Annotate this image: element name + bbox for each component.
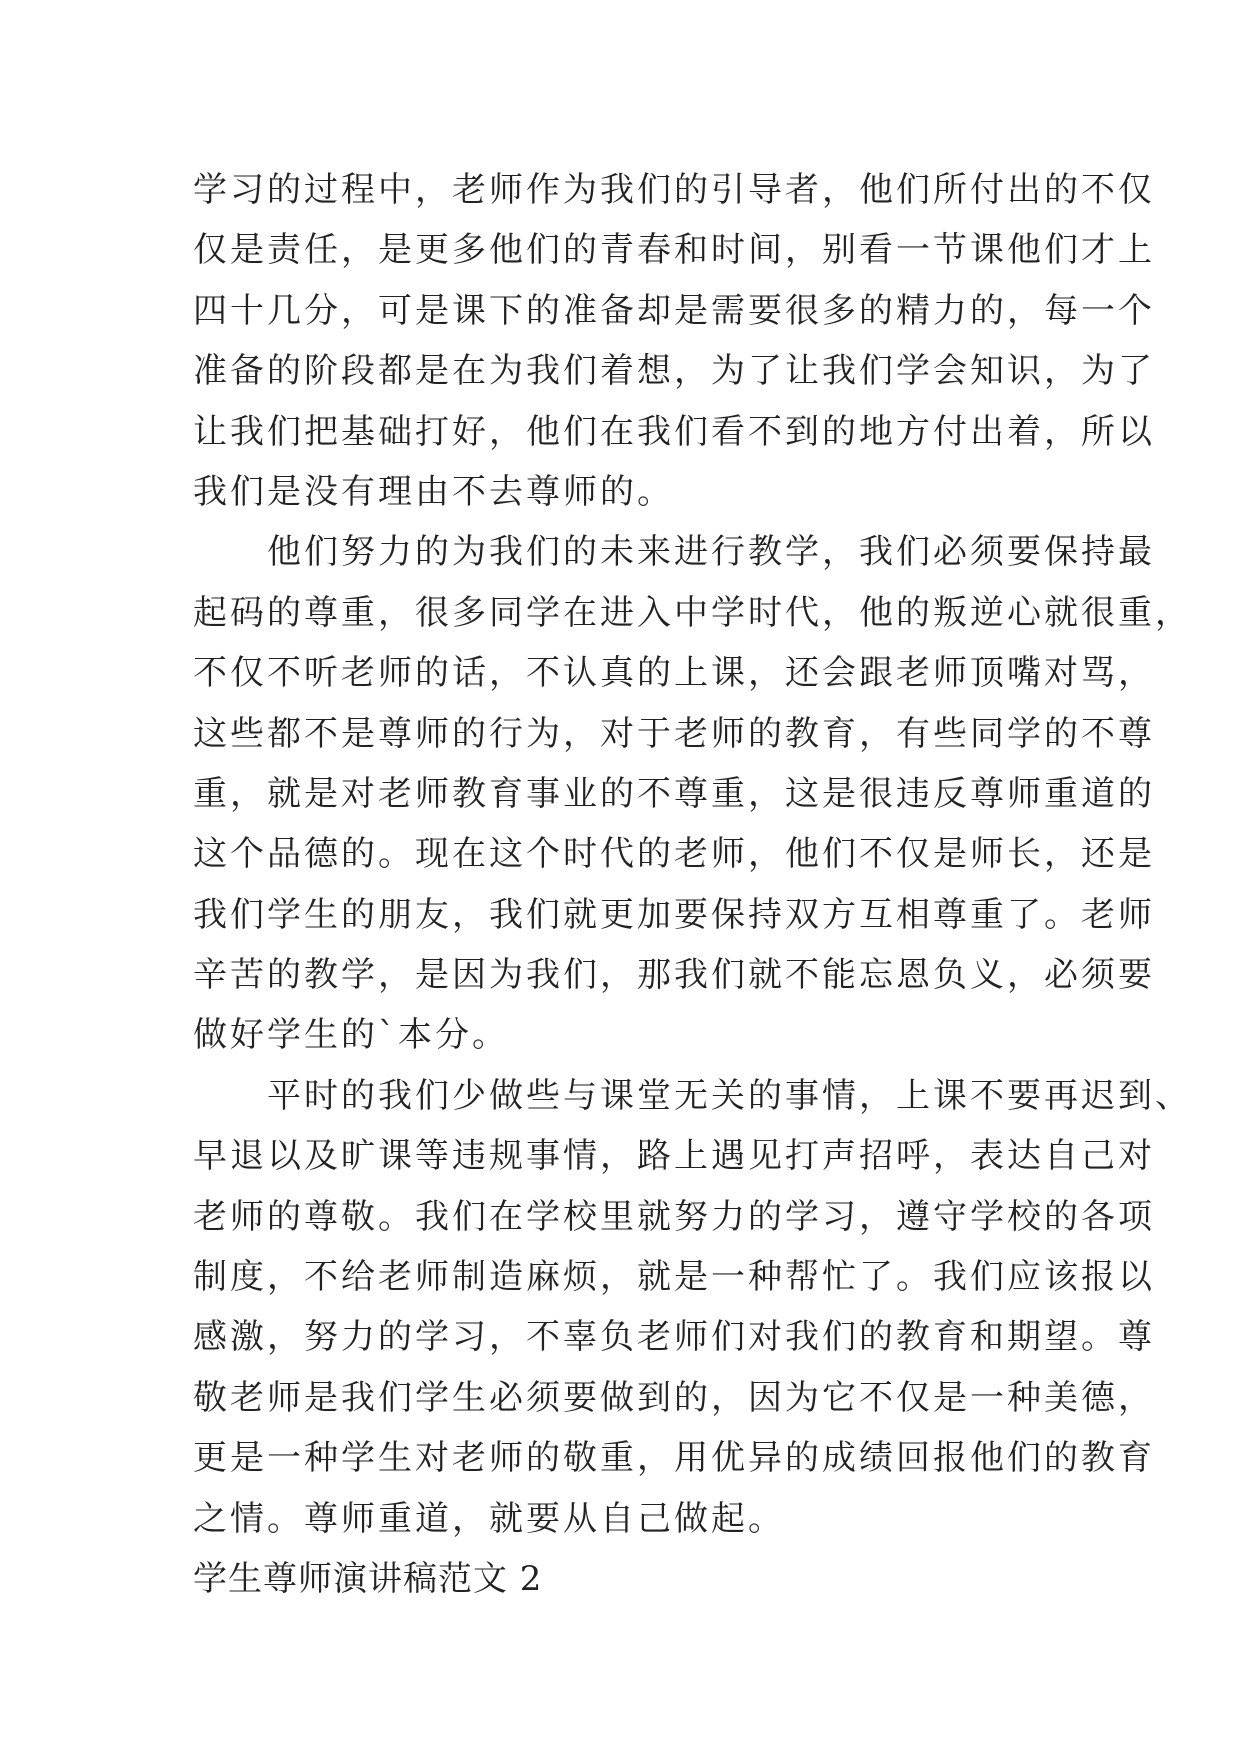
paragraph-2: [193, 522, 1192, 1066]
text-line: 不仅不听老师的话，不认真的上课，还会跟老师顶嘴对骂，: [193, 653, 1155, 694]
text-line: 让我们把基础打好，他们在我们看不到的地方付出着，所以: [193, 411, 1155, 452]
text-line: 他们努力的为我们的未来进行教学，我们必须要保持最: [193, 532, 1155, 573]
text-line: 老师的尊敬。我们在学校里就努力的学习，遵守学校的各项: [193, 1196, 1155, 1237]
text-line: 平时的我们少做些与课堂无关的事情，上课不要再迟到、: [193, 1075, 1192, 1116]
text-line: 这些都不是尊师的行为，对于老师的教育，有些同学的不尊: [193, 713, 1155, 754]
text-line: 做好学生的`本分。: [193, 1015, 509, 1056]
paragraph-1: [193, 160, 1155, 522]
text-line: 准备的阶段都是在为我们着想，为了让我们学会知识，为了: [193, 351, 1155, 392]
document-body: [193, 160, 1192, 1609]
text-line: 重，就是对老师教育事业的不尊重，这是很违反尊师重道的: [193, 773, 1155, 814]
text-line: 敬老师是我们学生必须要做到的，因为它不仅是一种美德，: [193, 1377, 1155, 1418]
text-line: 仅是责任，是更多他们的青春和时间，别看一节课他们才上: [193, 230, 1155, 271]
section-heading: [193, 1549, 1053, 1609]
text-line: 起码的尊重，很多同学在进入中学时代，他的叛逆心就很重，: [193, 592, 1192, 633]
text-line: 制度，不给老师制造麻烦，就是一种帮忙了。我们应该报以: [193, 1257, 1155, 1298]
text-line: 之情。尊师重道，就要从自己做起。: [193, 1498, 785, 1539]
text-line: 辛苦的教学，是因为我们，那我们就不能忘恩负义，必须要: [193, 955, 1155, 996]
heading-text: 学生尊师演讲稿范文 2: [193, 1558, 543, 1599]
text-line: 更是一种学生对老师的敬重，用优异的成绩回报他们的教育: [193, 1438, 1155, 1479]
text-line: 我们学生的朋友，我们就更加要保持双方互相尊重了。老师: [193, 894, 1155, 935]
paragraph-3: [193, 1066, 1192, 1549]
text-line: 学习的过程中，老师作为我们的引导者，他们所付出的不仅: [193, 170, 1155, 210]
text-line: 四十几分，可是课下的准备却是需要很多的精力的，每一个: [193, 290, 1155, 331]
text-line: 早退以及旷课等违规事情，路上遇见打声招呼，表达自己对: [193, 1136, 1155, 1177]
text-line: 这个品德的。现在这个时代的老师，他们不仅是师长，还是: [193, 834, 1155, 875]
text-line: 我们是没有理由不去尊师的。: [193, 471, 674, 512]
text-line: 感激，努力的学习，不辜负老师们对我们的教育和期望。尊: [193, 1317, 1155, 1358]
